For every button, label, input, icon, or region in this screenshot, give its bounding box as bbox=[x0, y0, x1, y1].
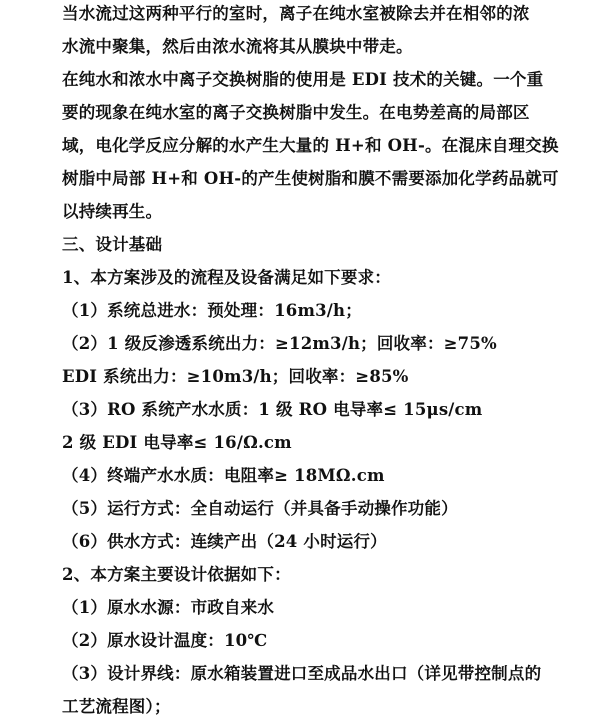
basis-item-1: （1）原水水源：市政自来水 bbox=[62, 598, 275, 617]
requirement-item-2-cont: EDI 系统出力：≥10m3/h；回收率：≥85% bbox=[62, 367, 409, 386]
section-heading: 三、设计基础 bbox=[62, 235, 163, 254]
paragraph-line-1: 当水流过这两种平行的室时，离子在纯水室被除去并在相邻的浓 bbox=[62, 4, 530, 23]
paragraph-line-2: 水流中聚集，然后由浓水流将其从膜块中带走。 bbox=[62, 37, 413, 56]
requirement-item-4: （4）终端产水水质：电阻率≥ 18MΩ.cm bbox=[62, 466, 385, 485]
requirements-heading: 1、本方案涉及的流程及设备满足如下要求： bbox=[62, 268, 391, 287]
requirement-item-3-cont: 2 级 EDI 电导率≤ 16/Ω.cm bbox=[62, 433, 292, 452]
paragraph-line-6: 树脂中局部 H+和 OH-的产生使树脂和膜不需要添加化学药品就可 bbox=[62, 169, 559, 188]
requirement-item-6: （6）供水方式：连续产出（24 小时运行） bbox=[62, 532, 387, 551]
paragraph-line-7: 以持续再生。 bbox=[62, 202, 163, 221]
basis-item-3-cont: 工艺流程图）； bbox=[62, 697, 171, 716]
basis-item-3: （3）设计界线：原水箱装置进口至成品水出口（详见带控制点的 bbox=[62, 664, 542, 683]
requirement-item-3: （3）RO 系统产水水质：1 级 RO 电导率≤ 15μs/cm bbox=[62, 400, 483, 419]
requirement-item-5: （5）运行方式：全自动运行（并具备手动操作功能） bbox=[62, 499, 458, 518]
basis-heading: 2、本方案主要设计依据如下： bbox=[62, 565, 291, 584]
requirement-item-2: （2）1 级反渗透系统出力：≥12m3/h；回收率：≥75% bbox=[62, 334, 497, 353]
paragraph-line-4: 要的现象在纯水室的离子交换树脂中发生。在电势差高的局部区 bbox=[62, 103, 530, 122]
basis-item-2: （2）原水设计温度：10℃ bbox=[62, 631, 268, 650]
requirement-item-1: （1）系统总进水：预处理：16m3/h； bbox=[62, 301, 362, 320]
paragraph-line-5: 域，电化学反应分解的水产生大量的 H+和 OH-。在混床自理交换 bbox=[62, 136, 559, 155]
paragraph-line-3: 在纯水和浓水中离子交换树脂的使用是 EDI 技术的关键。一个重 bbox=[62, 70, 544, 89]
